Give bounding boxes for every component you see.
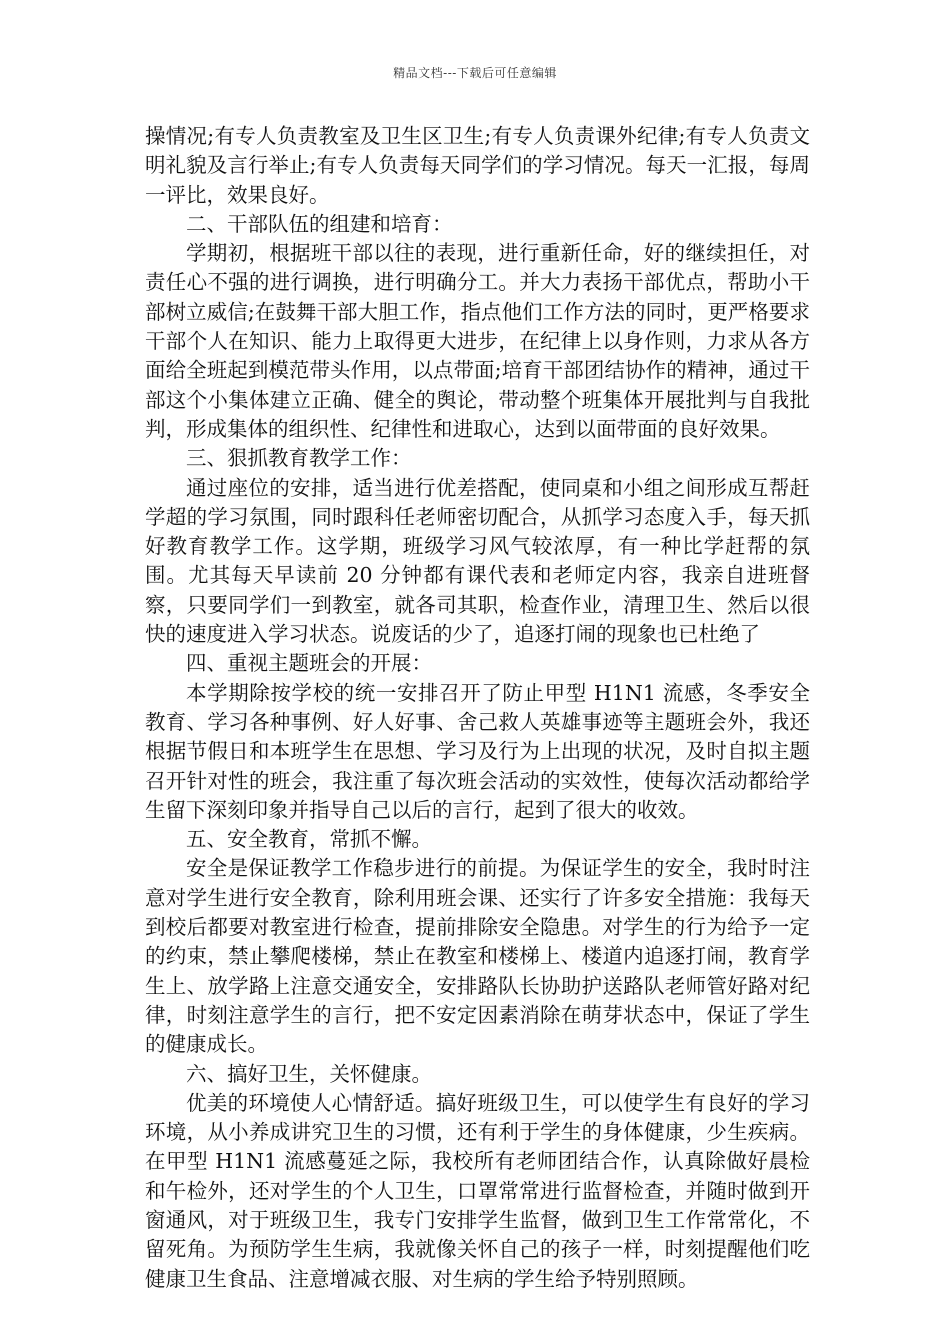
section-heading-cadre-team: 二、干部队伍的组建和培育： <box>186 211 453 236</box>
page-header: 精品文档---下载后可任意编辑 <box>393 66 557 80</box>
section-heading-safety: 五、安全教育，常抓不懈。 <box>186 827 432 852</box>
section-heading-teaching: 三、狠抓教育教学工作： <box>186 446 412 471</box>
paragraph-continued: 操情况;有专人负责教室及卫生区卫生;有专人负责课外纪律;有专人负责文明礼貌及言行举止;有专人负责每天同学们的学习情况。每天一汇报，每周一评比，效果良好。 <box>145 124 810 207</box>
section-heading-class-meeting: 四、重视主题班会的开展： <box>186 651 432 676</box>
paragraph-safety: 安全是保证教学工作稳步进行的前提。为保证学生的安全，我时时注意对学生进行安全教育，除利用班会课、还实行了许多安全措施：我每天到校后都要对教室进行检查，提前排除安全隐患。对学生的行为给予一定的约束，禁止攀爬楼梯，禁止在教室和楼梯上、楼道内追逐打闹，教育学生上、放学路上注意交通安全，安排路队长协助护送路队老师管好路对纪律，时刻注意学生的言行，把不安定因素消除在萌芽状态中，保证了学生的健康成长。 <box>145 856 810 1057</box>
paragraph-cadre-team: 学期初，根据班干部以往的表现，进行重新任命，好的继续担任，对责任心不强的进行调换，进行明确分工。并大力表扬干部优点，帮助小干部树立威信;在鼓舞干部大胆工作，指点他们工作方法的同时，更严格要求干部个人在知识、能力上取得更大进步，在纪律上以身作则，力求从各方面给全班起到模范带头作用，以点带面;培育干部团结协作的精神，通过干部这个小集体建立正确、健全的舆论，带动整个班集体开展批判与自我批判，形成集体的组织性、纪律性和进取心，达到以面带面的良好效果。 <box>145 241 810 441</box>
paragraph-teaching: 通过座位的安排，适当进行优差搭配，使同桌和小组之间形成互帮赶学超的学习氛围，同时跟科任老师密切配合，从抓学习态度入手，每天抓好教育教学工作。这学期，班级学习风气较浓厚，有一种比学赶帮的氛围。尤其每天早读前 20 分钟都有课代表和老师定内容，我亲自进班督察，只要同学们一到教室，就各司其职，检查作业，清理卫生、然后以很快的速度进入学习状态。说废话的少了，追逐打闹的现象也已杜绝了 <box>145 475 810 647</box>
paragraph-hygiene: 优美的环境使人心情舒适。搞好班级卫生，可以使学生有良好的学习环境，从小养成讲究卫生的习惯，还有利于学生的身体健康，少生疾病。在甲型 H1N1 流感蔓延之际，我校所有老师团结合作，认真除做好晨检和午检外，还对学生的个人卫生，口罩常常进行监督检查，并随时做到开窗通风，对于班级卫生，我专门安排学生监督，做到卫生工作常常化，不留死角。为预防学生生病，我就像关怀自己的孩子一样，时刻提醒他们吃健康卫生食品、注意增减衣服、对生病的学生给予特别照顾。 <box>145 1090 810 1291</box>
document-body <box>145 122 810 1294</box>
section-heading-hygiene: 六、搞好卫生，关怀健康。 <box>186 1061 432 1086</box>
paragraph-class-meeting: 本学期除按学校的统一安排召开了防止甲型 H1N1 流感，冬季安全教育、学习各种事例、好人好事、舍己救人英雄事迹等主题班会外，我还根据节假日和本班学生在思想、学习及行为上出现的状况，及时自拟主题召开针对性的班会，我注重了每次班会活动的实效性，使每次活动都给学生留下深刻印象并指导自己以后的言行，起到了很大的收效。 <box>145 680 810 822</box>
